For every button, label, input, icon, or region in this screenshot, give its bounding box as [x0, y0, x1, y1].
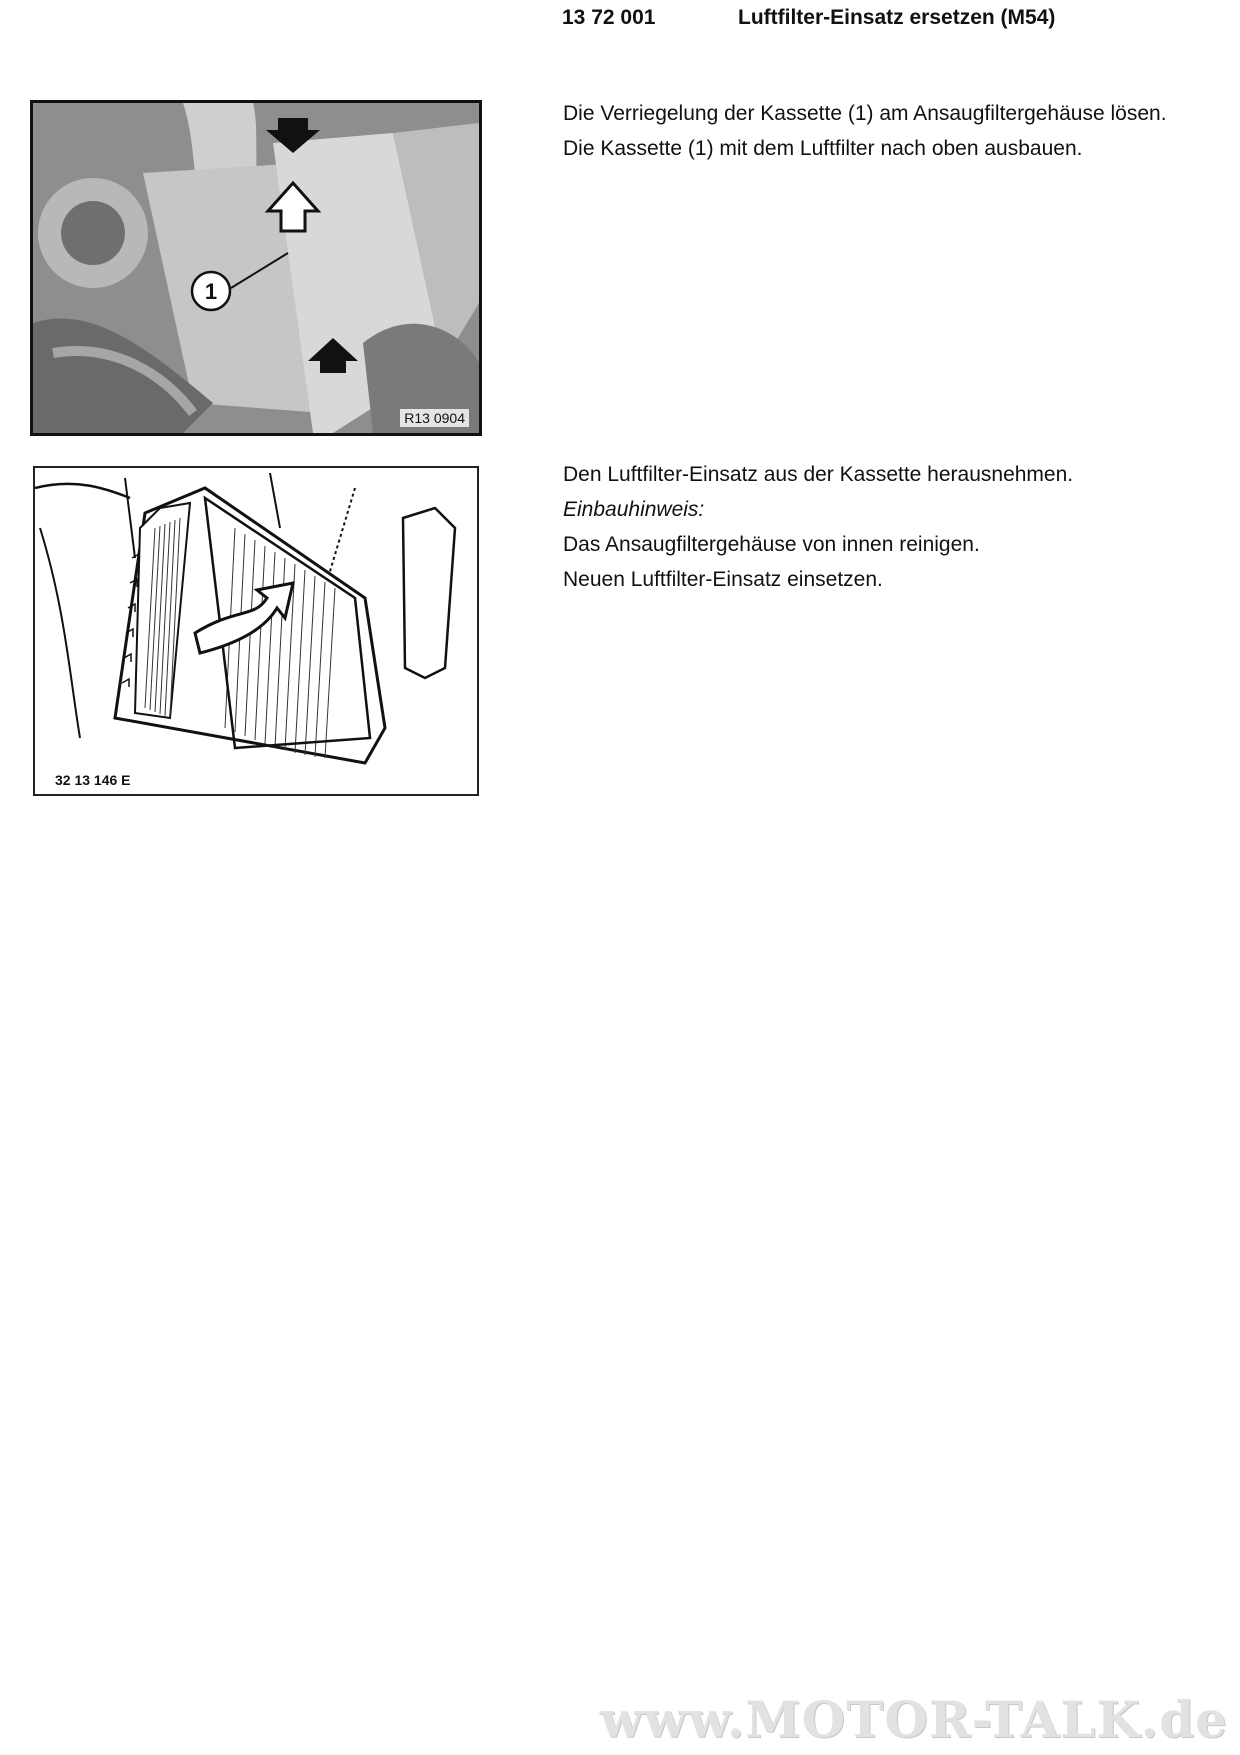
- step-2-line-2: Das Ansaugfiltergehäuse von innen reinigen.: [563, 533, 980, 556]
- installation-note-label: Einbauhinweis:: [563, 498, 705, 521]
- callout-1: [192, 272, 230, 310]
- svg-text:1: 1: [204, 279, 218, 304]
- step-1-instructions: [563, 100, 1183, 170]
- figure-code: R13 0904: [400, 409, 469, 427]
- document-title: Luftfilter-Einsatz ersetzen (M54): [738, 6, 1056, 29]
- step-2-instructions: [563, 461, 1183, 601]
- engine-bay-photo: [30, 100, 482, 436]
- step-2-line-1: Den Luftfilter-Einsatz aus der Kassette herausnehmen.: [563, 463, 1074, 486]
- watermark: www.MOTOR-TALK.de: [599, 1690, 1228, 1749]
- document-code: 13 72 001: [562, 6, 656, 29]
- figure-code: 32 13 146 E: [55, 772, 131, 788]
- filter-insert-illustration: [33, 466, 479, 796]
- step-2-line-3: Neuen Luftfilter-Einsatz einsetzen.: [563, 568, 883, 591]
- step-1-line-2: Die Kassette (1) mit dem Luftfilter nach oben ausbauen.: [563, 137, 1083, 160]
- step-1-line-1: Die Verriegelung der Kassette (1) am Ansaugfiltergehäuse lösen.: [563, 102, 1167, 125]
